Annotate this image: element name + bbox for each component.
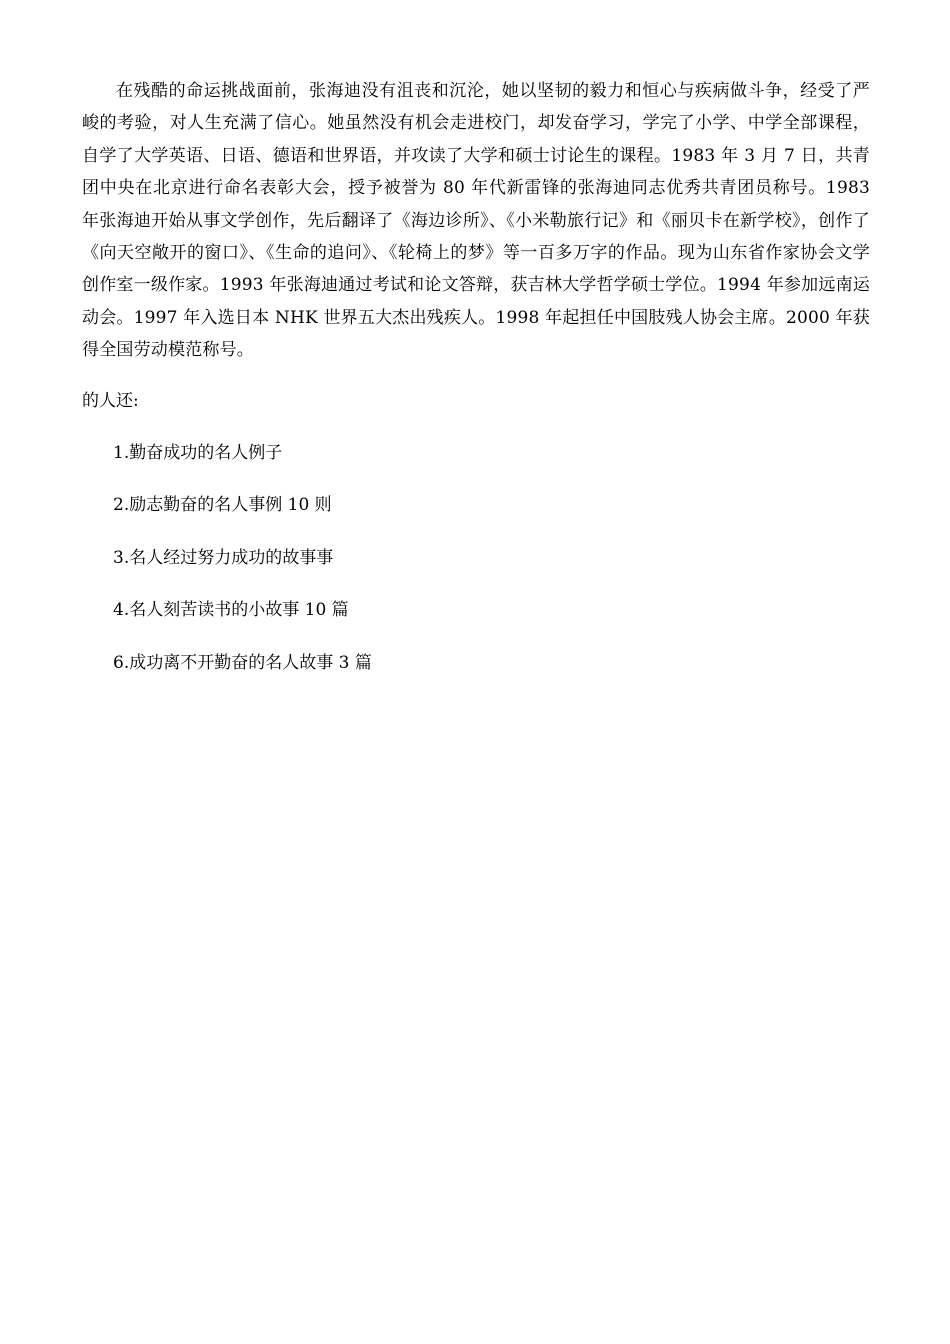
related-item: 6.成功离不开勤奋的名人故事 3 篇	[113, 652, 372, 673]
related-item: 4.名人刻苦读书的小故事 10 篇	[113, 600, 349, 621]
related-list	[82, 437, 870, 679]
related-item: 1.勤奋成功的名人例子	[113, 442, 283, 463]
related-item: 2.励志勤奋的名人事例 10 则	[113, 495, 332, 516]
related-intro: 的人还:	[82, 390, 139, 411]
article-paragraph: 在残酷的命运挑战面前，张海迪没有沮丧和沉沦，她以坚韧的毅力和恒心与疾病做斗争，经受了严峻的考验，对人生充满了信心。她虽然没有机会走进校门，却发奋学习，学完了小学、中学全部课程，自学了大学英语、日语、德语和世界语，并攻读了大学和硕士讨论生的课程。1983 年 3 月 7 日，共青团中央在北京进行命名表彰大会，授予被誉为 80 年代新雷锋的张海迪同志优秀共青团员称号。1983 年张海迪开始从事文学创作，先后翻译了《海边诊所》、《小米勒旅行记》和《丽贝卡在新学校》，创作了《向天空敞开的窗口》、《生命的追问》、《轮椅上的梦》等一百多万字的作品。现为山东省作家协会文学创作室一级作家。1993 年张海迪通过考试和论文答辩，获吉林大学哲学硕士学位。1994 年参加远南运动会。1997 年入选日本 NHK 世界五大杰出残疾人。1998 年起担任中国肢残人协会主席。2000 年获得全国劳动模范称号。	[82, 81, 871, 361]
related-item: 3.名人经过努力成功的故事事	[113, 547, 334, 568]
document-page	[82, 75, 870, 699]
